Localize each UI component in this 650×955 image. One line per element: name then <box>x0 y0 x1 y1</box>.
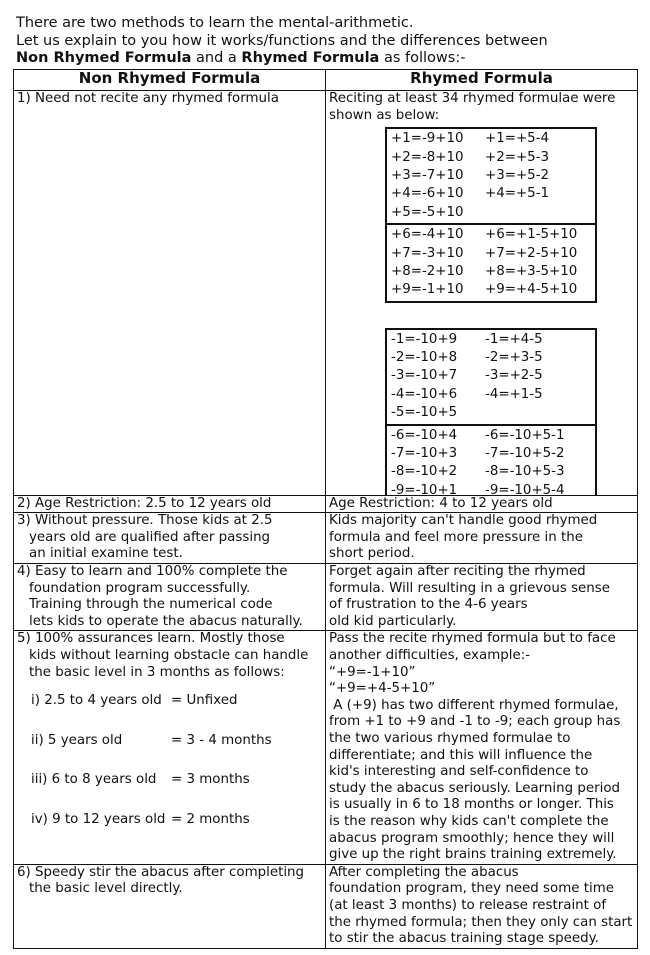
intro-text <box>16 15 636 68</box>
table-row <box>14 631 638 864</box>
formula-line: -6=-10+4 -6=-10+5-1 <box>391 427 565 443</box>
table-row <box>14 91 638 496</box>
formula-line: -8=-10+2 -8=-10+5-3 <box>391 464 565 480</box>
r5-left-line: 5) 100% assurances learn. Mostly those <box>17 631 285 647</box>
cell-r4-right <box>326 564 638 631</box>
r6-right-line: After completing the abacus <box>329 864 519 880</box>
level-item: iii) 6 to 8 years old = 3 months <box>31 772 250 788</box>
level-item: i) 2.5 to 4 years old = Unfixed <box>31 693 238 709</box>
r6-right-line: to stir the abacus training stage speedy. <box>329 931 599 947</box>
r5-right-line: another difficulties, example:- <box>329 648 531 664</box>
r5-left-line: the basic level in 3 months as follows: <box>29 664 285 680</box>
plus-formula-box <box>385 127 597 303</box>
r4-right-line: of frustration to the 4-6 years <box>329 597 528 613</box>
intro-and: and a <box>191 50 242 66</box>
r5-right-line: from +1 to +9 and -1 to -9; each group has <box>329 714 621 730</box>
header-non-rhymed: Non Rhymed Formula <box>14 70 326 91</box>
table-row <box>14 564 638 631</box>
r5-right-line: the two various rhymed formulae to <box>329 731 571 747</box>
r4-left-line: foundation program successfully. <box>29 580 251 596</box>
r3-left-line: years old are qualified after passing <box>29 529 271 545</box>
plus-formula-group-1-5 <box>387 129 595 223</box>
comparison-table <box>13 69 638 949</box>
r5-right-line: is usually in 6 to 18 months or longer. This <box>329 797 614 813</box>
formula-line: +8=-2+10 +8=+3-5+10 <box>391 263 578 279</box>
level-item: ii) 5 years old = 3 - 4 months <box>31 732 272 748</box>
r3-left-line: an initial examine test. <box>29 546 183 562</box>
r6-left-line: 6) Speedy stir the abacus after completing <box>17 864 305 880</box>
formula-line: +6=-4+10 +6=+1-5+10 <box>391 227 578 243</box>
table-row <box>14 513 638 564</box>
r5-right-line: “+9=-1+10” <box>329 664 416 680</box>
r5-left-line: kids without learning obstacle can handle <box>29 648 309 664</box>
r6-left-line: the basic level directly. <box>29 881 183 897</box>
r5-right-line: differentiate; and this will influence the <box>329 747 593 763</box>
formula-line: -4=-10+6 -4=+1-5 <box>391 386 543 402</box>
cell-r2-left <box>14 495 326 513</box>
formula-line: +5=-5+10 <box>391 204 464 220</box>
r5-right-line: Pass the recite rhymed formula but to face <box>329 631 616 647</box>
r2-left-text: 2) Age Restriction: 2.5 to 12 years old <box>17 495 272 511</box>
intro-line-3 <box>16 50 636 68</box>
r5-right-line: is the reason why kids can't complete the <box>329 813 609 829</box>
plus-formula-group-6-9 <box>387 223 595 301</box>
r5-right-line: give up the right brains training extremely. <box>329 847 617 863</box>
formula-line: +3=-7+10 +3=+5-2 <box>391 167 550 183</box>
formula-line: +1=-9+10 +1=+5-4 <box>391 131 550 147</box>
cell-r5-right <box>326 631 638 864</box>
cell-r1-right <box>326 91 638 496</box>
intro-line-1: There are two methods to learn the mental-arithmetic. <box>16 15 414 31</box>
r6-right-line: the rhymed formula; then they only can start <box>329 914 633 930</box>
formula-line: -1=-10+9 -1=+4-5 <box>391 331 543 347</box>
minus-formula-group-6-9 <box>387 424 595 495</box>
cell-r5-left <box>14 631 326 864</box>
formula-line: +9=-1+10 +9=+4-5+10 <box>391 282 578 298</box>
r4-right-line: Forget again after reciting the rhymed <box>329 564 586 580</box>
cell-r6-right <box>326 864 638 948</box>
r1-left-text: 1) Need not recite any rhymed formula <box>17 91 279 106</box>
formula-line: +7=-3+10 +7=+2-5+10 <box>391 245 578 261</box>
r6-right-line: (at least 3 months) to release restraint of <box>329 897 607 913</box>
intro-bold-rhymed: Rhymed Formula <box>241 50 380 66</box>
table-row <box>14 864 638 948</box>
intro-line-2: Let us explain to you how it works/functions and the differences between <box>16 32 548 49</box>
r4-right-line: old kid particularly. <box>329 613 457 629</box>
r2-right-text: Age Restriction: 4 to 12 years old <box>329 495 553 511</box>
minus-formula-box <box>385 328 597 495</box>
r4-right-line: formula. Will resulting in a grievous sense <box>329 580 611 596</box>
r3-right-line: formula and feel more pressure in the <box>329 529 583 545</box>
r3-right-line: Kids majority can't handle good rhymed <box>329 513 598 529</box>
table-row <box>14 495 638 513</box>
r3-right-line: short period. <box>329 546 415 562</box>
formula-line: -5=-10+5 <box>391 405 458 421</box>
r5-right-line: kid's interesting and self-confidence to <box>329 764 589 780</box>
formula-line: -9=-10+1 -9=-10+5-4 <box>391 482 565 495</box>
r1-right-line: Reciting at least 34 rhymed formulae were <box>329 91 616 106</box>
formula-line: -3=-10+7 -3=+2-5 <box>391 368 543 384</box>
table-header-row <box>14 70 638 91</box>
minus-formula-group-1-5 <box>387 330 595 424</box>
formula-line: +4=-6+10 +4=+5-1 <box>391 186 550 202</box>
r6-right-line: foundation program, they need some time <box>329 881 615 897</box>
r4-left-line: Training through the numerical code <box>29 597 273 613</box>
r4-left-line: 4) Easy to learn and 100% complete the <box>17 564 288 580</box>
r3-left-line: 3) Without pressure. Those kids at 2.5 <box>17 513 273 529</box>
cell-r2-right <box>326 495 638 513</box>
formula-line: -2=-10+8 -2=+3-5 <box>391 350 543 366</box>
cell-r4-left <box>14 564 326 631</box>
r5-right-line: A (+9) has two different rhymed formulae, <box>329 697 619 713</box>
cell-r6-left <box>14 864 326 948</box>
formula-line: +2=-8+10 +2=+5-3 <box>391 149 550 165</box>
level-item: iv) 9 to 12 years old = 2 months <box>31 812 250 828</box>
r5-right-line: abacus program smoothly; hence they will <box>329 830 615 846</box>
r5-right-line: study the abacus seriously. Learning period <box>329 780 621 796</box>
cell-r1-left <box>14 91 326 496</box>
r1-right-line: shown as below: <box>329 107 440 123</box>
intro-bold-non-rhymed: Non Rhymed Formula <box>16 50 192 66</box>
header-rhymed: Rhymed Formula <box>326 70 638 91</box>
cell-r3-left <box>14 513 326 564</box>
formula-line: -7=-10+3 -7=-10+5-2 <box>391 446 565 462</box>
r4-left-line: lets kids to operate the abacus naturally. <box>29 613 303 629</box>
cell-r3-right <box>326 513 638 564</box>
r5-right-line: “+9=+4-5+10” <box>329 681 436 697</box>
intro-as-follows: as follows:- <box>379 50 466 66</box>
